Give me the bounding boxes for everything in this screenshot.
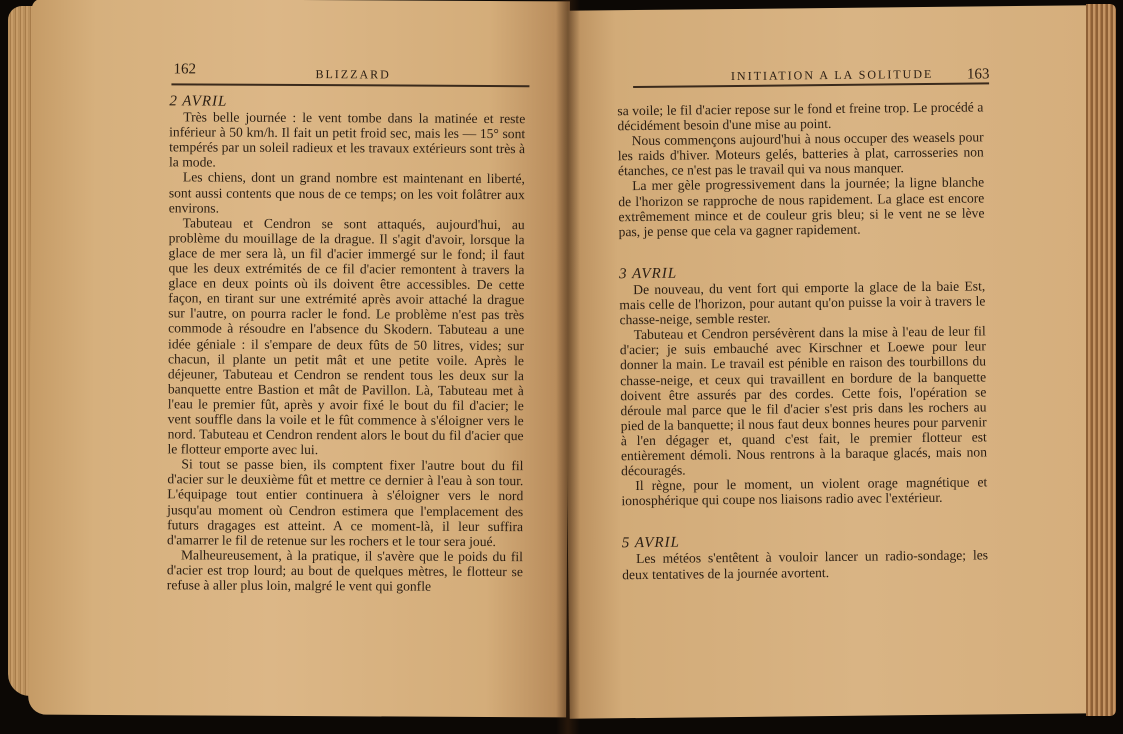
right-text-column	[617, 99, 988, 581]
paragraph: Malheureusement, à la pratique, il s'avère que le poids du fil d'acier est trop lourd; au bout de quelques mètres, le flotteur se refuse à aller plus loin, malgré le vent qui gonfle	[166, 547, 524, 594]
date-heading-5-avril: 5 AVRIL	[621, 534, 681, 552]
right-page-edges	[1086, 4, 1116, 716]
paragraph: Tabuteau et Cendron se sont attaqués, aujourd'hui, au problème du mouillage de la drague. Il s'agit d'avoir, lorsque la glace de mer sera là, un fil d'acier immergé sur le fond; il faut que les deux extrémités de ce fil d'acier remontent à travers la glace en deux points où ils doivent être accessibles. De cette façon, en tirant sur une extrémité après avoir attaché la drague sur l'autre, on pourra racler le fond. Le problème n'est pas très commode à résoudre en l'absence du Skodern. Tabuteau a une idée géniale : il s'empare de deux fûts de 50 litres, vides; sur chacun, il plante un petit mât et une petite voile. Après le déjeuner, Tabuteau et Cendron se rendent tous les deux sur la banquette entre Bastion et mât de Pavillon. Là, Tabuteau met à l'eau le premier fût, après y avoir fixé le bout du fil d'acier; le vent souffle dans la voile et le fût commence à s'éloigner vers le nord. Tabuteau et Cendron rendent alors le bout du fil d'acier que le flotteur emporte avec lui.	[167, 215, 525, 458]
running-header-left: BLIZZARD	[315, 67, 391, 82]
page-number-right: 163	[966, 66, 990, 83]
paragraph: Il règne, pour le moment, un violent orage magnétique et ionosphérique qui coupe nos liaisons radio avec l'extérieur.	[621, 474, 988, 509]
paragraph: sa voile; le fil d'acier repose sur le fond et freine trop. Le procédé a décidément besoin d'une mise au point.	[617, 99, 984, 134]
paragraph: Les chiens, dont un grand nombre est maintenant en liberté, sont aussi contents que nous de ce temps; on les voit folâtrer aux environs.	[168, 169, 525, 216]
left-page	[28, 0, 570, 717]
paragraph: De nouveau, du vent fort qui emporte la glace de la baie Est, mais celle de l'horizon, pour autant qu'on puisse la voir à travers le chasse-neige, semble rester.	[619, 278, 986, 328]
date-heading-2-avril: 2 AVRIL	[169, 93, 228, 110]
paragraph: Si tout se passe bien, ils comptent fixer l'autre bout du fil d'acier sur le deuxième fût et mettre ce dernier à l'eau à son tour. L'équipage tout entier continuera à s'éloigner vers le nord jusqu'au moment où Cendron estimera que l'emplacement des futurs dragages est atteint. A ce moment-là, il leur suffira d'amarrer le fil de retenue sur les rochers et le tour sera joué.	[167, 456, 524, 549]
book-gutter-shadow	[556, 0, 580, 734]
page-number-left: 162	[173, 61, 197, 78]
header-rule-left	[171, 83, 529, 86]
paragraph: Tabuteau et Cendron persévèrent dans la mise à l'eau de leur fil d'acier; je suis embauché avec Kirschner et Loewe pour leur donner la main. Le travail est pénible en raison des tourbillons du chasse-neige, et ceux qui travaillent en bordure de la banquette doivent être assurés par des cordes. Cette fois, l'opération se déroule mal parce que le fil d'acier s'est pris dans les rochers au pied de la banquette; il nous faut deux bonnes heures pour parvenir à l'en dégager et, quand c'est fait, le premier flotteur est entièrement démoli. Nous rentrons à la baraque glacés, mais non découragés.	[619, 323, 988, 479]
date-heading-3-avril: 3 AVRIL	[618, 265, 678, 283]
paragraph: Nous commençons aujourd'hui à nous occuper des weasels pour les raids d'hiver. Moteurs gelés, batteries à plat, carrosseries non étanches, ce n'est pas le travail qui va nous manquer.	[617, 129, 984, 179]
paragraph: Les météos s'entêtent à vouloir lancer un radio-sondage; les deux tentatives de la journée avortent.	[622, 547, 989, 582]
paragraph: La mer gèle progressivement dans la journée; la ligne blanche de l'horizon se rapproche de nous rapidement. La glace est encore extrêmement mince et de couleur gris bleu; si le vent ne se lève pas, je pense que cela va gagner rapidement.	[618, 174, 985, 239]
right-page	[562, 5, 1099, 719]
paragraph: Très belle journée : le vent tombe dans la matinée et reste inférieur à 50 km/h. Il fait un petit froid sec, mais les — 15° sont tempérés par un soleil radieux et les travaux extérieurs sont très à la mode.	[168, 109, 526, 170]
running-header-right: INITIATION A LA SOLITUDE	[730, 66, 934, 84]
left-text-column	[167, 94, 526, 594]
